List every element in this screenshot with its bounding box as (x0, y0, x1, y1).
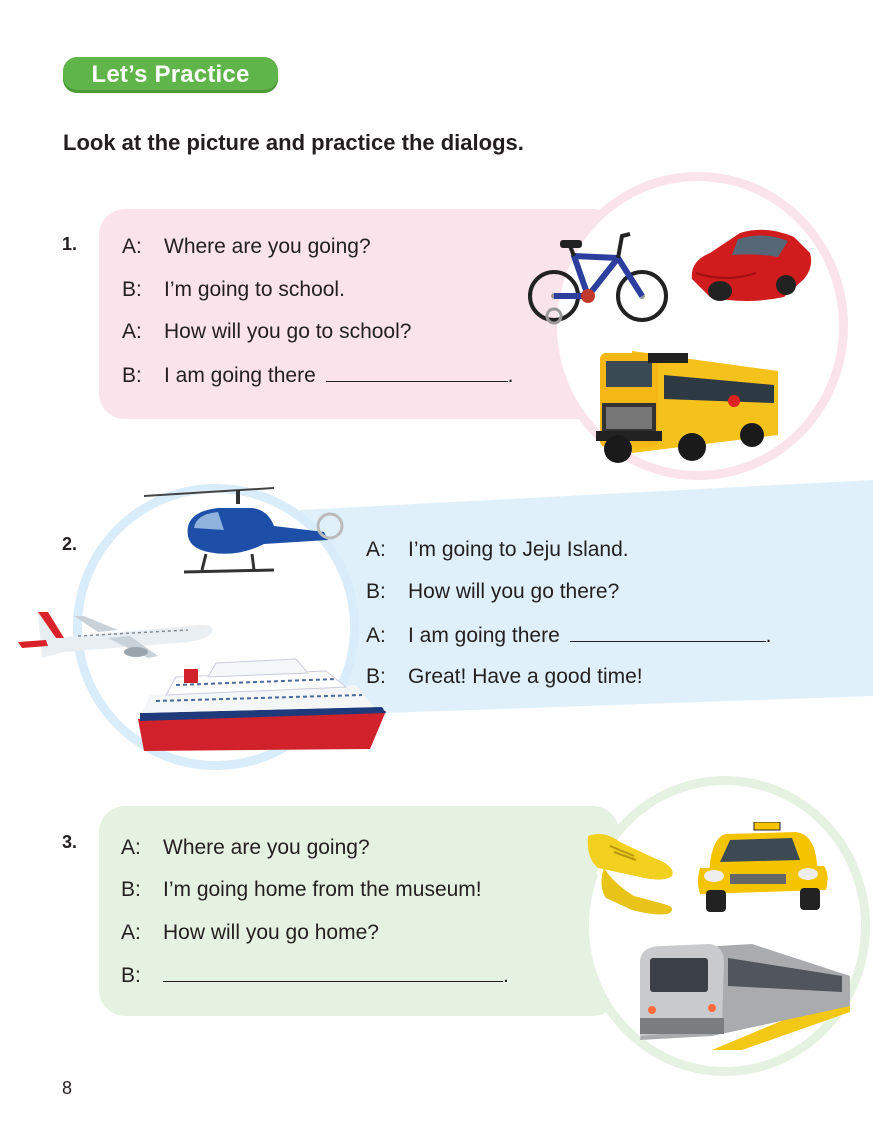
line-end: . (765, 624, 772, 647)
section-2-number: 2. (62, 534, 78, 554)
line-text: Great! Have a good time! (408, 665, 643, 688)
line-text: I’m going to Jeju Island. (408, 538, 629, 561)
section-2-line-4 (366, 665, 643, 689)
line-text: I’m going to school. (164, 278, 345, 301)
section-1-number: 1. (62, 234, 78, 254)
speaker-label: B: (122, 278, 142, 301)
speaker-label: B: (121, 878, 141, 901)
speaker-label: A: (121, 921, 141, 944)
sneakers-icon (584, 828, 680, 916)
answer-blank[interactable] (326, 363, 508, 382)
line-text: Where are you going? (164, 235, 371, 258)
section-2-line-3 (366, 623, 771, 648)
speaker-label: B: (121, 964, 141, 987)
section-1-line-1 (122, 235, 371, 259)
speaker-label: B: (366, 580, 386, 603)
line-text: How will you go to school? (164, 320, 412, 343)
section-3-line-4 (121, 963, 509, 988)
speaker-label: A: (366, 538, 386, 561)
lets-practice-badge (63, 57, 278, 93)
badge-label: Let’s Practice (91, 61, 250, 88)
section-3-number: 3. (62, 832, 78, 852)
speaker-label: B: (366, 665, 386, 688)
page-number: 8 (62, 1078, 73, 1098)
train-icon (632, 940, 850, 1052)
section-2-line-1 (366, 538, 629, 562)
line-text: I am going there (408, 624, 560, 647)
line-end: . (503, 964, 509, 987)
answer-blank[interactable] (570, 623, 766, 642)
taxi-icon (696, 822, 830, 916)
section-2-line-2 (366, 580, 619, 604)
bicycle-icon (526, 228, 670, 328)
line-text: I am going there (164, 364, 316, 387)
line-text: How will you go home? (163, 921, 379, 944)
section-1-line-3 (122, 320, 411, 344)
sports-car-icon (686, 223, 816, 311)
section-3-line-1 (121, 836, 370, 860)
speaker-label: A: (122, 320, 142, 343)
instruction-text: Look at the picture and practice the dialogs. (63, 130, 524, 155)
ship-icon (136, 655, 390, 755)
speaker-label: B: (122, 364, 142, 387)
answer-blank[interactable] (163, 963, 503, 982)
line-text: How will you go there? (408, 580, 620, 603)
speaker-label: A: (366, 624, 386, 647)
speaker-label: A: (121, 836, 141, 859)
helicopter-icon (144, 486, 354, 582)
section-1-line-2 (122, 278, 345, 302)
line-end: . (507, 364, 514, 387)
section-1-line-4 (122, 363, 513, 388)
speaker-label: A: (122, 235, 142, 258)
section-3-line-3 (121, 921, 379, 945)
line-text: I’m going home from the museum! (163, 878, 482, 901)
line-text: Where are you going? (163, 836, 370, 859)
section-3-line-2 (121, 878, 482, 902)
school-bus-icon (592, 343, 782, 473)
